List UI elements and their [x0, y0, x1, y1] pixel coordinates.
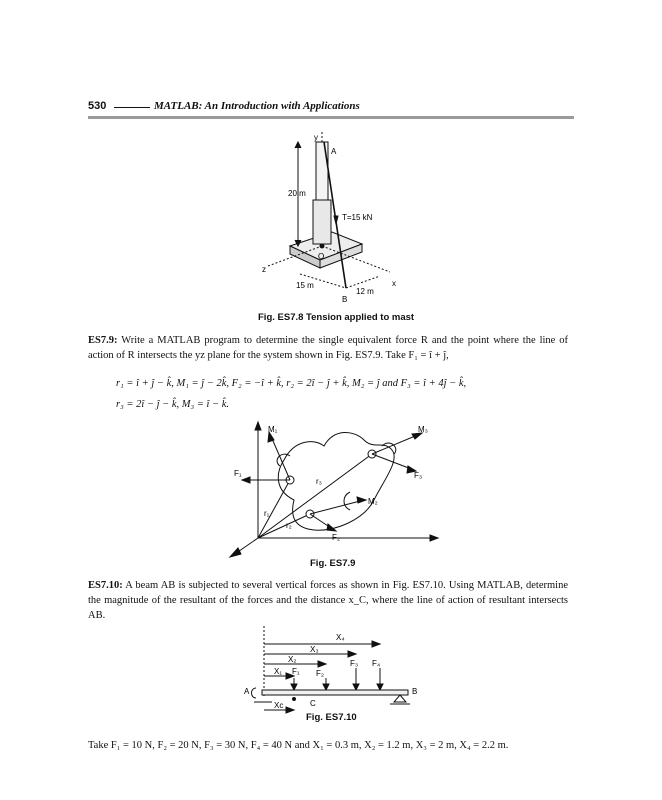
label-x: x [392, 279, 396, 288]
problem-label: ES7.10: [88, 580, 123, 591]
page-header [88, 100, 574, 124]
label-dist1: 15 m [296, 281, 314, 290]
caption-es7-9: Fig. ES7.9 [310, 558, 356, 569]
final-line: Take F₁ = 10 N, F₂ = 20 N, F₃ = 30 N, F₄ = 40 N and X₁ = 0.3 m, X₂ = 1.2 m, X₃ = 2 m, X₄ = 2.2 m. [88, 740, 509, 751]
problem-text: A beam AB is subjected to several vertical forces as shown in Fig. ES7.10. Using MATLAB, determine the magnitude of the resultant of the forces and the distance x_C, where the line of action of resultant intersects AB. [88, 580, 568, 621]
label-F1: F₁ [234, 469, 242, 478]
label-B: B [412, 687, 418, 696]
label-A: A [244, 687, 250, 696]
label-B: B [342, 295, 348, 304]
label-x2: X₂ [288, 655, 297, 664]
label-M2: M₂ [368, 497, 378, 506]
label-height: 20 m [288, 189, 306, 198]
label-F2: F₂ [316, 669, 324, 678]
problem-label: ES7.9: [88, 335, 118, 346]
label-r2: r₂ [286, 521, 292, 530]
label-y: y [314, 133, 318, 142]
running-title: MATLAB: An Introduction with Applications [154, 100, 360, 112]
equation-line-2: r₃ = 2î − ĵ − k̂, M₃ = î − k̂. [116, 399, 230, 410]
problem-text: Write a MATLAB program to determine the single equivalent force R and the point where the line of action of R intersects the yz plane for the system shown in Fig. ES7.9. Take F₁ = î + ĵ, [88, 335, 569, 361]
label-xc: Xc [274, 701, 284, 710]
label-x1: X₁ [274, 667, 283, 676]
label-r3: r₃ [316, 477, 322, 486]
caption-es7-8: Fig. ES7.8 Tension applied to mast [258, 312, 415, 323]
figure-es7-9 [224, 420, 440, 560]
label-F4: F₄ [372, 659, 381, 668]
label-F2: F₂ [332, 533, 340, 542]
equation-line-1: r₁ = î + ĵ − k̂, M₁ = ĵ − 2k̂, F₂ = −î + k̂, r₂ = 2î − ĵ + k̂, M₂ = ĵ and F₃ = î + 4ĵ − k̂, [116, 378, 467, 389]
label-dist2: 12 m [356, 287, 374, 296]
figure-es7-10 [238, 624, 428, 716]
label-A: A [331, 147, 337, 156]
header-rule [114, 107, 150, 108]
label-O: O [318, 252, 325, 261]
label-x3: X₃ [310, 645, 319, 654]
problem-es7-9 [88, 333, 568, 363]
page-number: 530 [88, 100, 107, 112]
label-M3: M₃ [418, 425, 428, 434]
label-F3: F₃ [414, 471, 423, 480]
label-F3: F₃ [350, 659, 359, 668]
label-tension: T=15 kN [342, 213, 373, 222]
label-C: C [310, 699, 316, 708]
label-M1: M₁ [268, 425, 278, 434]
caption-es7-10: Fig. ES7.10 [306, 712, 357, 723]
header-bar [88, 116, 574, 119]
label-x4: X₄ [336, 633, 345, 642]
label-z: z [262, 265, 266, 274]
problem-es7-10 [88, 578, 568, 623]
figure-es7-8 [240, 128, 420, 310]
label-r1: r₁ [264, 509, 270, 518]
label-F1: F₁ [292, 667, 300, 676]
